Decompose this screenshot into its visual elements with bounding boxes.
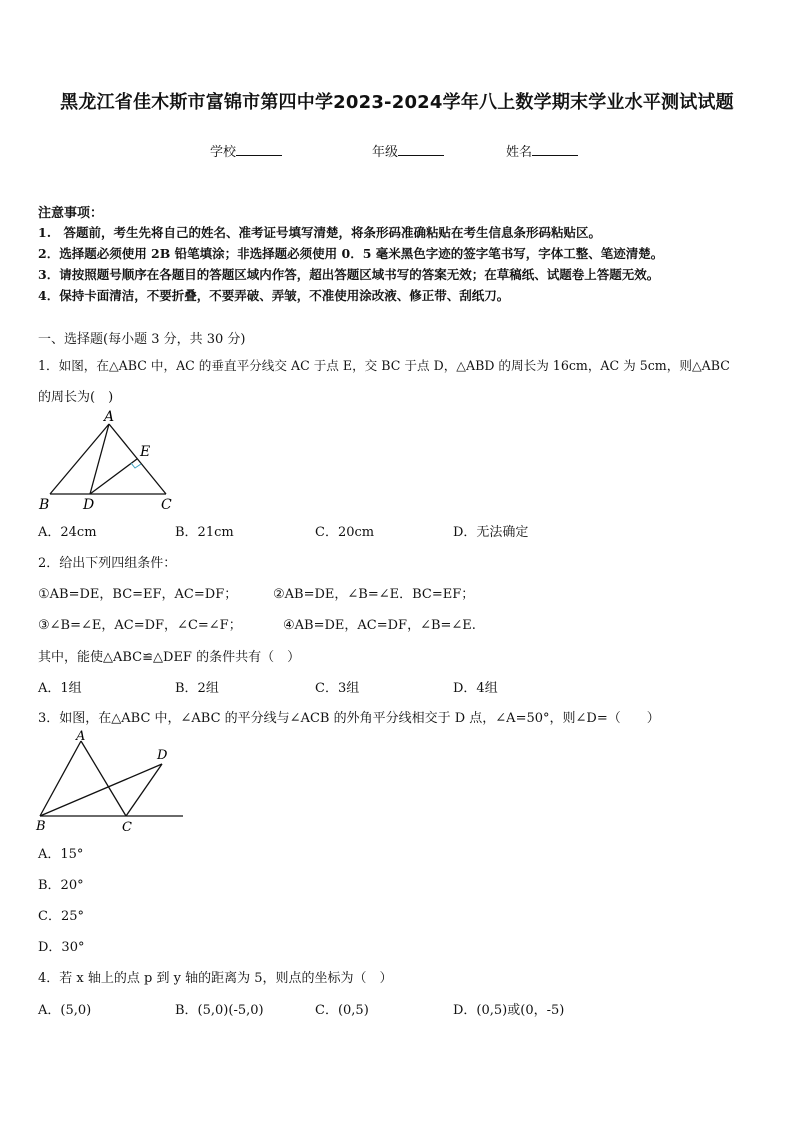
q1-label-a: A — [104, 409, 115, 425]
q3-option-a: A．15° — [38, 847, 84, 862]
exam-title: 黑龙江省佳木斯市富锦市第四中学2023-2024学年八上数学期末学业水平测试试题 — [60, 92, 734, 113]
q1-label-d: D — [83, 497, 95, 513]
school-label: 学校 — [210, 145, 237, 160]
q3-stem: 3．如图，在△ABC 中，∠ABC 的平分线与∠ACB 的外角平分线相交于 D 点，∠A=50°，则∠D=（ ） — [38, 711, 660, 726]
q4-option-d: D．(0,5)或(0，-5) — [453, 1003, 565, 1018]
q2-condition-2: ②AB=DE，∠B=∠E．BC=EF； — [273, 587, 475, 602]
q3-option-d: D．30° — [38, 940, 85, 955]
q2-option-b: B．2组 — [175, 681, 219, 696]
q1-stem-line2: 的周长为( ) — [38, 390, 114, 405]
q2-option-a: A．1组 — [38, 681, 82, 696]
q1-stem-line1: 1．如图，在△ABC 中，AC 的垂直平分线交 AC 于点 E，交 BC 于点 D，△ABD 的周长为 16cm，AC 为 5cm，则△ABC — [38, 358, 730, 373]
q2-option-c: C．3组 — [315, 681, 360, 696]
q2-condition-3: ③∠B=∠E，AC=DF，∠C=∠F； — [38, 618, 242, 633]
q1-option-a: A．24cm — [38, 525, 97, 540]
notice-item-4: 4．保持卡面清洁，不要折叠，不要弄破、弄皱，不准使用涂改液、修正带、刮纸刀。 — [38, 288, 510, 303]
school-blank — [236, 143, 282, 156]
q3-label-a: A — [76, 729, 86, 744]
q4-option-c: C．(0,5) — [315, 1003, 369, 1018]
q2-option-d: D．4组 — [453, 681, 498, 696]
q3-option-b: B．20° — [38, 878, 84, 893]
q2-question: 其中，能使△ABC≌△DEF 的条件共有（ ） — [38, 650, 301, 665]
q3-label-c: C — [122, 820, 132, 835]
name-field — [506, 141, 578, 160]
q4-option-a: A．(5,0) — [38, 1003, 92, 1018]
q1-label-e: E — [140, 444, 151, 460]
q3-label-b: B — [36, 819, 46, 834]
q1-option-c: C．20cm — [315, 525, 375, 540]
grade-label: 年级 — [372, 145, 399, 160]
q3-option-c: C．25° — [38, 909, 84, 924]
q1-option-b: B．21cm — [175, 525, 234, 540]
name-label: 姓名 — [506, 145, 533, 160]
q3-triangle-figure — [30, 726, 190, 836]
school-field — [210, 141, 282, 160]
notice-item-3: 3．请按照题号顺序在各题目的答题区域内作答，超出答题区域书写的答案无效；在草稿纸、试题卷上答题无效。 — [38, 267, 660, 282]
q1-option-d: D．无法确定 — [453, 525, 529, 540]
grade-blank — [398, 143, 444, 156]
q3-label-d: D — [157, 748, 168, 763]
q1-label-b: B — [39, 497, 50, 513]
name-blank — [532, 143, 578, 156]
q4-option-b: B．(5,0)(-5,0) — [175, 1003, 264, 1018]
q2-condition-1: ①AB=DE，BC=EF，AC=DF； — [38, 587, 238, 602]
notice-item-2: 2．选择题必须使用 2B 铅笔填涂；非选择题必须使用 0．5 毫米黑色字迹的签字笔书写，字体工整、笔迹清楚。 — [38, 246, 664, 261]
q4-stem: 4．若 x 轴上的点 p 到 y 轴的距离为 5，则点的坐标为（ ） — [38, 971, 393, 986]
q1-label-c: C — [161, 497, 172, 513]
notice-item-1: 1. 答题前，考生先将自己的姓名、准考证号填写清楚，将条形码准确粘贴在考生信息条形码粘贴区。 — [38, 225, 602, 240]
section1-heading: 一、选择题(每小题 3 分，共 30 分) — [38, 332, 246, 347]
grade-field — [372, 141, 444, 160]
notice-heading: 注意事项： — [38, 206, 104, 221]
q2-stem: 2．给出下列四组条件： — [38, 556, 177, 571]
q2-condition-4: ④AB=DE，AC=DF，∠B=∠E. — [283, 618, 476, 633]
q1-triangle-figure — [30, 405, 190, 515]
